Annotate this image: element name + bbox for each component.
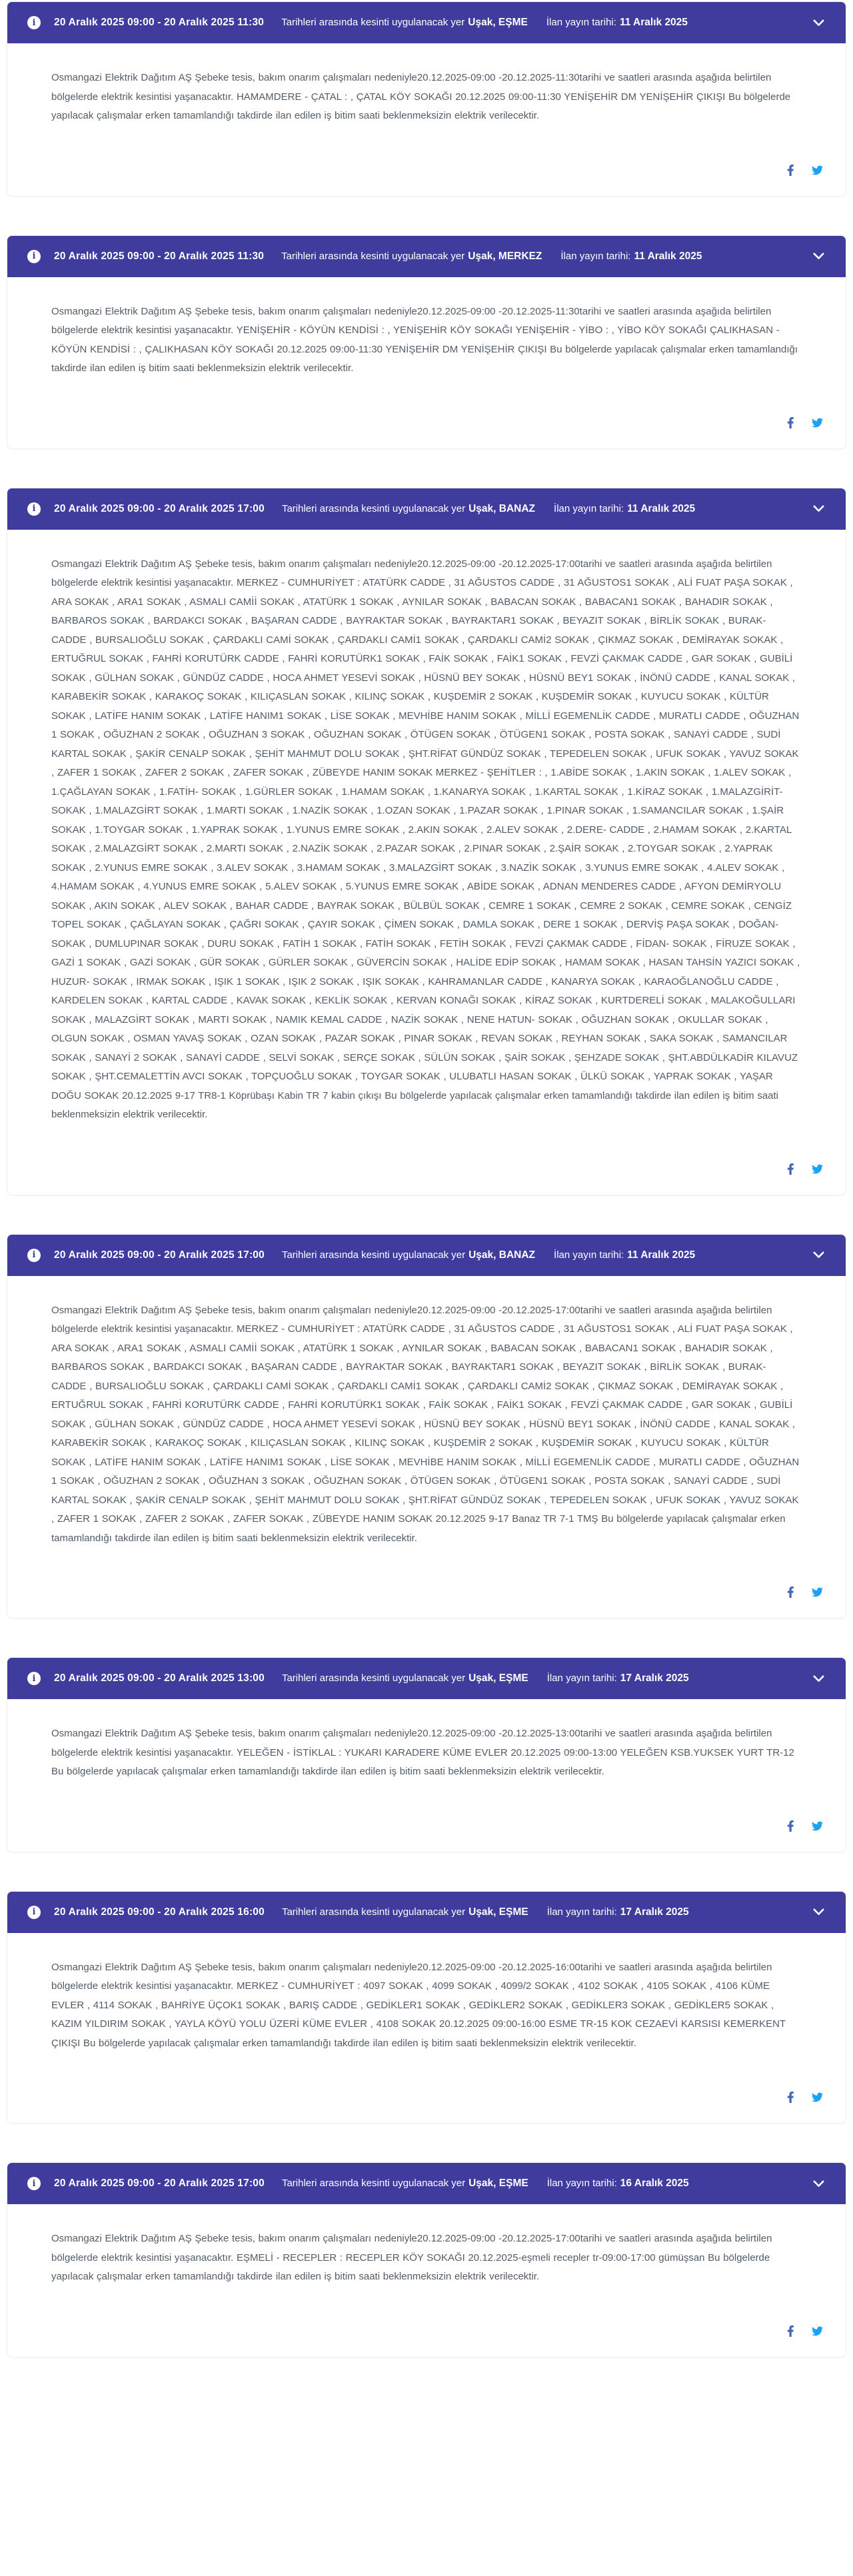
twitter-share-icon[interactable] [810, 165, 824, 176]
publish-date-label: İlan yayın tarihi: [546, 1906, 617, 1918]
share-row [7, 2287, 846, 2357]
outage-location-group [282, 1672, 528, 1684]
info-icon [27, 1249, 41, 1262]
outage-location: Uşak, BANAZ [468, 1249, 536, 1261]
chevron-down-icon[interactable] [811, 502, 826, 516]
outage-card-header[interactable] [7, 1235, 846, 1276]
info-icon-glyph: i [32, 17, 36, 28]
outage-location-label: Tarihleri arasında kesinti uygulanacak yer [281, 1249, 466, 1261]
publish-date-group [554, 1249, 695, 1261]
info-icon [27, 2177, 41, 2190]
info-icon [27, 1906, 41, 1919]
publish-date-label: İlan yayın tarihi: [554, 502, 624, 514]
facebook-share-icon[interactable] [787, 1587, 794, 1598]
outage-card [7, 2162, 846, 2357]
publish-date-label: İlan yayın tarihi: [560, 250, 631, 262]
outage-location: Uşak, MERKEZ [468, 250, 542, 262]
outage-location-label: Tarihleri arasında kesinti uygulanacak yer [281, 1906, 466, 1918]
outage-card-header[interactable] [7, 488, 846, 530]
outage-period: 20 Aralık 2025 09:00 - 20 Aralık 2025 16:00 [54, 1906, 265, 1918]
share-row [7, 2053, 846, 2123]
chevron-down-icon[interactable] [811, 1905, 826, 1920]
share-row [7, 1782, 846, 1852]
outage-location-label: Tarihleri arasında kesinti uygulanacak yer [281, 250, 465, 262]
outage-card-header[interactable] [7, 1892, 846, 1933]
share-row [7, 1548, 846, 1618]
outage-location-label: Tarihleri arasında kesinti uygulanacak yer [281, 2178, 466, 2189]
outage-location-label: Tarihleri arasında kesinti uygulanacak yer [281, 1672, 466, 1684]
publish-date-group [547, 1906, 689, 1918]
outage-period: 20 Aralık 2025 09:00 - 20 Aralık 2025 11:30 [54, 250, 265, 262]
outage-location: Uşak, EŞME [468, 17, 528, 28]
info-icon-glyph: i [32, 2178, 36, 2189]
facebook-share-icon[interactable] [787, 1163, 794, 1175]
outage-card [7, 1891, 846, 2124]
share-row [7, 1125, 846, 1195]
outage-card-header[interactable] [7, 2, 846, 43]
publish-date-label: İlan yayın tarihi: [546, 1672, 617, 1684]
twitter-share-icon[interactable] [810, 1163, 824, 1175]
chevron-down-icon[interactable] [811, 2176, 826, 2191]
info-icon-glyph: i [32, 1250, 36, 1260]
chevron-down-icon[interactable] [811, 15, 826, 30]
publish-date: 16 Aralık 2025 [620, 2178, 689, 2189]
outage-location-group [281, 251, 542, 263]
outage-description: Osmangazi Elektrik Dağıtım AŞ Şebeke tesis, bakım onarım çalışmaları nedeniyle20.12.2025-09:00 -20.12.2025-17:00tarihi ve saatleri arasında aşağıda belirtilen bölgelerde elektrik kesintisi yaşanacaktır. EŞMELİ - RECEPLER : RECEPLER KÖY SOKAĞI 20.12.2025-eşmeli recepler tr-09:00-17:00 gümüşsan Bu bölgelerde yapılacak çalışmalar erken tamamlandığı takdirde ilan edilen iş bitim saati beklenmeksizin elektrik verilecektir. [51, 2233, 772, 2282]
publish-date: 11 Aralık 2025 [619, 17, 688, 28]
publish-date: 17 Aralık 2025 [620, 1672, 689, 1684]
publish-date-group [547, 2178, 689, 2190]
publish-date-label: İlan yayın tarihi: [546, 17, 616, 28]
twitter-share-icon[interactable] [810, 1820, 824, 1832]
facebook-share-icon[interactable] [787, 417, 794, 428]
facebook-share-icon[interactable] [787, 2325, 794, 2337]
info-icon [27, 502, 41, 516]
info-icon-glyph: i [32, 1907, 36, 1917]
chevron-down-icon[interactable] [811, 1248, 826, 1263]
publish-date-group [546, 17, 688, 29]
publish-date: 11 Aralık 2025 [627, 502, 696, 514]
outage-location-group [282, 1249, 535, 1261]
share-row [7, 378, 846, 448]
publish-date: 11 Aralık 2025 [634, 250, 702, 262]
outage-location-group [282, 503, 535, 515]
outage-card-header[interactable] [7, 1658, 846, 1699]
outage-description: Osmangazi Elektrik Dağıtım AŞ Şebeke tesis, bakım onarım çalışmaları nedeniyle20.12.2025-09:00 -20.12.2025-11:30tarihi ve saatleri arasında aşağıda belirtilen bölgelerde elektrik kesintisi yaşanacaktır. HAMAMDERE - ÇATAL : , ÇATAL KÖY SOKAĞI 20.12.2025 09:00-11:30 YENİŞEHİR DM YENİŞEHİR ÇIKIŞI Bu bölgelerde yapılacak çalışmalar erken tamamlandığı takdirde ilan edilen iş bitim saati beklenmeksizin elektrik verilecektir. [51, 72, 791, 121]
chevron-down-icon[interactable] [811, 1671, 826, 1686]
outage-description: Osmangazi Elektrik Dağıtım AŞ Şebeke tesis, bakım onarım çalışmaları nedeniyle20.12.2025-09:00 -20.12.2025-17:00tarihi ve saatleri arasında aşağıda belirtilen bölgelerde elektrik kesintisi yaşanacaktır. MERKEZ - CUMHURİYET : ATATÜRK CADDE , 31 AĞUSTOS CADDE , 31 AĞUSTOS1 SOKAK , ALİ FUAT PAŞA SOKAK , ARA SOKAK , ARA1 SOKAK , ASMALI CAMİİ SOKAK , ATATÜRK 1 SOKAK , AYNILAR SOKAK , BABACAN SOKAK , BABACAN1 SOKAK , BAHADIR SOKAK , BARBAROS SOKAK , BARDAKCI SOKAK , BAŞARAN CADDE , BAYRAKTAR SOKAK , BAYRAKTAR1 SOKAK , BEYAZIT SOKAK , BİRLİK SOKAK , BURAK- CADDE , BURSALIOĞLU SOKAK , ÇARDAKLI CAMİ SOKAK , ÇARDAKLI CAMİ1 SOKAK , ÇARDAKLI CAMİ2 SOKAK , ÇIKMAZ SOKAK , DEMİRAYAK SOKAK , ERTUĞRUL SOKAK , FAHRİ KORUTÜRK CADDE , FAHRİ KORUTÜRK1 SOKAK , FAİK SOKAK , FAİK1 SOKAK , FEVZİ ÇAKMAK CADDE , GAR SOKAK , GUBİLİ SOKAK , GÜLHAN SOKAK , GÜNDÜZ CADDE , HOCA AHMET YESEVİ SOKAK , HÜSNÜ BEY SOKAK , HÜSNÜ BEY1 SOKAK , İNÖNÜ CADDE , KANAL SOKAK , KARABEKİR SOKAK , KARAKOÇ SOKAK , KILIÇASLAN SOKAK , KILINÇ SOKAK , KUŞDEMİR 2 SOKAK , KUŞDEMİR SOKAK , KUYUCU SOKAK , KÜLTÜR SOKAK , LATİFE HANIM SOKAK , LATİFE HANIM1 SOKAK , LİSE SOKAK , MEVHİBE HANIM SOKAK , MİLLİ EGEMENLİK CADDE , MURATLI CADDE , OĞUZHAN 1 SOKAK , OĞUZHAN 2 SOKAK , OĞUZHAN 3 SOKAK , OĞUZHAN SOKAK , ÖTÜGEN SOKAK , ÖTÜGEN1 SOKAK , POSTA SOKAK , SANAYİ CADDE , SUDİ KARTAL SOKAK , ŞAKİR CENALP SOKAK , ŞEHİT MAHMUT DOLU SOKAK , ŞHT.RİFAT GÜNDÜZ SOKAK , TEPEDELEN SOKAK , UFUK SOKAK , YAVUZ SOKAK , ZAFER 1 SOKAK , ZAFER 2 SOKAK , ZAFER SOKAK , ZÜBEYDE HANIM SOKAK MERKEZ - ŞEHİTLER : , 1.ABİDE SOKAK , 1.AKIN SOKAK , 1.ALEV SOKAK , 1.ÇAĞLAYAN SOKAK , 1.FATİH- SOKAK , 1.GÜRLER SOKAK , 1.HAMAM SOKAK , 1.KANARYA SOKAK , 1.KARTAL SOKAK , 1.KİRAZ SOKAK , 1.MALAZGİRİT- SOKAK , 1.MALAZGİRT SOKAK , 1.MARTI SOKAK , 1.NAZİK SOKAK , 1.OZAN SOKAK , 1.PAZAR SOKAK , 1.PINAR SOKAK , 1.SAMANCILAR SOKAK , 1.ŞAİR SOKAK , 1.TOYGAR SOKAK , 1.YAPRAK SOKAK , 1.YUNUS EMRE SOKAK , 2.AKIN SOKAK , 2.ALEV SOKAK , 2.DERE- CADDE , 2.HAMAM SOKAK , 2.KARTAL SOKAK , 2.MALAZGİRT SOKAK , 2.MARTI SOKAK , 2.NAZİK SOKAK , 2.PAZAR SOKAK , 2.PINAR SOKAK , 2.ŞAİR SOKAK , 2.TOYGAR SOKAK , 2.YAPRAK SOKAK , 2.YUNUS EMRE SOKAK , 3.ALEV SOKAK , 3.HAMAM SOKAK , 3.MALAZGİRT SOKAK , 3.NAZİK SOKAK , 3.YUNUS EMRE SOKAK , 4.ALEV SOKAK , 4.HAMAM SOKAK , 4.YUNUS EMRE SOKAK , 5.ALEV SOKAK , 5.YUNUS EMRE SOKAK , ABİDE SOKAK , ADNAN MENDERES CADDE , AFYON DEMİRYOLU SOKAK , AKIN SOKAK , ALEV SOKAK , BAHAR CADDE , BAYRAK SOKAK , BÜLBÜL SOKAK , CEMRE 1 SOKAK , CEMRE 2 SOKAK , CEMRE SOKAK , CENGİZ TOPEL SOKAK , ÇAĞLAYAN SOKAK , ÇAĞRI SOKAK , ÇAYIR SOKAK , ÇİMEN SOKAK , DAMLA SOKAK , DERE 1 SOKAK , DERVİŞ PAŞA SOKAK , DOĞAN- SOKAK , DUMLUPINAR SOKAK , DURU SOKAK , FATİH 1 SOKAK , FATİH SOKAK , FETİH SOKAK , FEVZİ ÇAKMAK CADDE , FİDAN- SOKAK , FİRUZE SOKAK , GAZİ 1 SOKAK , GAZİ SOKAK , GÜR SOKAK , GÜRLER SOKAK , GÜVERCİN SOKAK , HALİDE EDİP SOKAK , HAMAM SOKAK , HASAN TAHSİN YAZICI SOKAK , HUZUR- SOKAK , IRMAK SOKAK , IŞIK 1 SOKAK , IŞIK 2 SOKAK , IŞIK SOKAK , KAHRAMANLAR CADDE , KANARYA SOKAK , KARAOĞLANOĞLU CADDE , KARDELEN SOKAK , KARTAL CADDE , KAVAK SOKAK , KEKLİK SOKAK , KERVAN KONAĞI SOKAK , KİRAZ SOKAK , KURTDERELİ SOKAK , MALAKOĞULLARI SOKAK , MALAZGİRT SOKAK , MARTI SOKAK , NAMIK KEMAL CADDE , NAZİK SOKAK , NENE HATUN- SOKAK , OĞUZHAN SOKAK , OKULLAR SOKAK , OLGUN SOKAK , OSMAN YAVAŞ SOKAK , OZAN SOKAK , PAZAR SOKAK , PINAR SOKAK , REVAN SOKAK , REYHAN SOKAK , SAKA SOKAK , SAMANCILAR SOKAK , SANAYİ 2 SOKAK , SANAYİ CADDE , SELVİ SOKAK , SERÇE SOKAK , SÜLÜN SOKAK , ŞAİR SOKAK , ŞEHZADE SOKAK , ŞHT.ABDÜLKADİR KILAVUZ SOKAK , ŞHT.CEMALETTİN AVCI SOKAK , TOPÇUOĞLU SOKAK , TOYGAR SOKAK , ULUBATLI HASAN SOKAK , ÜLKÜ SOKAK , YAPRAK SOKAK , YAŞAR DOĞU SOKAK 20.12.2025 9-17 TR8-1 Köprübaşı Kabin TR 7 kabin çıkışı Bu bölgelerde yapılacak çalışmalar erken tamamlandığı takdirde ilan edilen iş bitim saati beklenmeksizin elektrik verilecektir. [51, 558, 800, 1120]
outage-location-label: Tarihleri arasında kesinti uygulanacak yer [281, 502, 466, 514]
outage-location: Uşak, EŞME [468, 1906, 528, 1918]
info-icon [27, 250, 41, 263]
info-icon [27, 16, 41, 29]
info-icon-glyph: i [32, 251, 36, 261]
publish-date-group [554, 503, 695, 515]
outage-description: Osmangazi Elektrik Dağıtım AŞ Şebeke tesis, bakım onarım çalışmaları nedeniyle20.12.2025-09:00 -20.12.2025-16:00tarihi ve saatleri arasında aşağıda belirtilen bölgelerde elektrik kesintisi yaşanacaktır. MERKEZ - CUMHURİYET : 4097 SOKAK , 4099 SOKAK , 4099/2 SOKAK , 4102 SOKAK , 4105 SOKAK , 4106 KÜME EVLER , 4114 SOKAK , BAHRİYE ÜÇOK1 SOKAK , BARIŞ CADDE , GEDİKLER1 SOKAK , GEDİKLER2 SOKAK , GEDİKLER3 SOKAK , GEDİKLER5 SOKAK , KAZIM YILDIRIM SOKAK , YAYLA KÖYÜ YOLU ÜZERİ KÜME EVLER , 4108 SOKAK 20.12.2025 09:00-16:00 ESME TR-15 KOK CEZAEVİ KARSISI KEMERKENT ÇIKIŞI Bu bölgelerde yapılacak çalışmalar erken tamamlandığı takdirde ilan edilen iş bitim saati beklenmeksizin elektrik verilecektir. [51, 1961, 786, 2049]
info-icon [27, 1672, 41, 1685]
publish-date-group [560, 251, 702, 263]
info-icon-glyph: i [32, 504, 36, 514]
outage-location: Uşak, EŞME [468, 1672, 528, 1684]
twitter-share-icon[interactable] [810, 2092, 824, 2103]
publish-date-label: İlan yayın tarihi: [546, 2178, 617, 2189]
facebook-share-icon[interactable] [787, 165, 794, 176]
twitter-share-icon[interactable] [810, 2325, 824, 2337]
outage-description: Osmangazi Elektrik Dağıtım AŞ Şebeke tesis, bakım onarım çalışmaları nedeniyle20.12.2025-09:00 -20.12.2025-17:00tarihi ve saatleri arasında aşağıda belirtilen bölgelerde elektrik kesintisi yaşanacaktır. MERKEZ - CUMHURİYET : ATATÜRK CADDE , 31 AĞUSTOS CADDE , 31 AĞUSTOS1 SOKAK , ALİ FUAT PAŞA SOKAK , ARA SOKAK , ARA1 SOKAK , ASMALI CAMİİ SOKAK , ATATÜRK 1 SOKAK , AYNILAR SOKAK , BABACAN SOKAK , BABACAN1 SOKAK , BAHADIR SOKAK , BARBAROS SOKAK , BARDAKCI SOKAK , BAŞARAN CADDE , BAYRAKTAR SOKAK , BAYRAKTAR1 SOKAK , BEYAZIT SOKAK , BİRLİK SOKAK , BURAK- CADDE , BURSALIOĞLU SOKAK , ÇARDAKLI CAMİ SOKAK , ÇARDAKLI CAMİ1 SOKAK , ÇARDAKLI CAMİ2 SOKAK , ÇIKMAZ SOKAK , DEMİRAYAK SOKAK , ERTUĞRUL SOKAK , FAHRİ KORUTÜRK CADDE , FAHRİ KORUTÜRK1 SOKAK , FAİK SOKAK , FAİK1 SOKAK , FEVZİ ÇAKMAK CADDE , GAR SOKAK , GUBİLİ SOKAK , GÜLHAN SOKAK , GÜNDÜZ CADDE , HOCA AHMET YESEVİ SOKAK , HÜSNÜ BEY SOKAK , HÜSNÜ BEY1 SOKAK , İNÖNÜ CADDE , KANAL SOKAK , KARABEKİR SOKAK , KARAKOÇ SOKAK , KILIÇASLAN SOKAK , KILINÇ SOKAK , KUŞDEMİR 2 SOKAK , KUŞDEMİR SOKAK , KUYUCU SOKAK , KÜLTÜR SOKAK , LATİFE HANIM SOKAK , LATİFE HANIM1 SOKAK , LİSE SOKAK , MEVHİBE HANIM SOKAK , MİLLİ EGEMENLİK CADDE , MURATLI CADDE , OĞUZHAN 1 SOKAK , OĞUZHAN 2 SOKAK , OĞUZHAN 3 SOKAK , OĞUZHAN SOKAK , ÖTÜGEN SOKAK , ÖTÜGEN1 SOKAK , POSTA SOKAK , SANAYİ CADDE , SUDİ KARTAL SOKAK , ŞAKİR CENALP SOKAK , ŞEHİT MAHMUT DOLU SOKAK , ŞHT.RİFAT GÜNDÜZ SOKAK , TEPEDELEN SOKAK , UFUK SOKAK , YAVUZ SOKAK , ZAFER 1 SOKAK , ZAFER 2 SOKAK , ZAFER SOKAK , ZÜBEYDE HANIM SOKAK 20.12.2025 9-17 Banaz TR 7-1 TMŞ Bu bölgelerde yapılacak çalışmalar erken tamamlandığı takdirde ilan edilen iş bitim saati beklenmeksizin elektrik verilecektir. [51, 1304, 800, 1544]
outage-period: 20 Aralık 2025 09:00 - 20 Aralık 2025 13:00 [54, 1672, 265, 1684]
outage-card [7, 235, 846, 449]
outage-location-group [282, 1906, 528, 1918]
facebook-share-icon[interactable] [787, 1820, 794, 1832]
outage-card [7, 488, 846, 1195]
outage-card [7, 1657, 846, 1852]
outage-card-header[interactable] [7, 236, 846, 277]
outage-period: 20 Aralık 2025 09:00 - 20 Aralık 2025 17:00 [54, 2178, 265, 2189]
share-row [7, 126, 846, 196]
chevron-down-icon[interactable] [811, 249, 826, 264]
info-icon-glyph: i [32, 1673, 36, 1684]
outage-card [7, 1234, 846, 1619]
publish-date-label: İlan yayın tarihi: [554, 1249, 624, 1261]
outage-location: Uşak, EŞME [468, 2178, 528, 2189]
outage-period: 20 Aralık 2025 09:00 - 20 Aralık 2025 11:30 [54, 17, 265, 28]
facebook-share-icon[interactable] [787, 2092, 794, 2103]
outage-location: Uşak, BANAZ [468, 502, 536, 514]
outage-location-group [282, 2178, 528, 2190]
twitter-share-icon[interactable] [810, 1587, 824, 1598]
outage-description: Osmangazi Elektrik Dağıtım AŞ Şebeke tesis, bakım onarım çalışmaları nedeniyle20.12.2025-09:00 -20.12.2025-11:30tarihi ve saatleri arasında aşağıda belirtilen bölgelerde elektrik kesintisi yaşanacaktır. YENİŞEHİR - KÖYÜN KENDİSİ : , YENİŞEHİR KÖY SOKAĞI YENİŞEHİR - YİBO : , YİBO KÖY SOKAĞI ÇALIKHASAN - KÖYÜN KENDİSİ : , ÇALIKHASAN KÖY SOKAĞI 20.12.2025 09:00-11:30 YENİŞEHİR DM YENİŞEHİR ÇIKIŞI Bu bölgelerde yapılacak çalışmalar erken tamamlandığı takdirde ilan edilen iş bitim saati beklenmeksizin elektrik verilecektir. [51, 305, 798, 374]
outage-period: 20 Aralık 2025 09:00 - 20 Aralık 2025 17:00 [54, 502, 265, 514]
outage-location-label: Tarihleri arasında kesinti uygulanacak yer [281, 17, 465, 28]
outage-card [7, 1, 846, 197]
publish-date: 17 Aralık 2025 [620, 1906, 689, 1918]
outage-location-group [281, 17, 528, 29]
outage-description: Osmangazi Elektrik Dağıtım AŞ Şebeke tesis, bakım onarım çalışmaları nedeniyle20.12.2025-09:00 -20.12.2025-13:00tarihi ve saatleri arasında aşağıda belirtilen bölgelerde elektrik kesintisi yaşanacaktır. YELEĞEN - İSTİKLAL : YUKARI KARADERE KÜME EVLER 20.12.2025 09:00-13:00 YELEĞEN KSB.YUKSEK YURT TR-12 Bu bölgelerde yapılacak çalışmalar erken tamamlandığı takdirde ilan edilen iş bitim saati beklenmeksizin elektrik verilecektir. [51, 1728, 794, 1777]
twitter-share-icon[interactable] [810, 417, 824, 428]
publish-date-group [547, 1672, 689, 1684]
outage-period: 20 Aralık 2025 09:00 - 20 Aralık 2025 17:00 [54, 1249, 265, 1261]
publish-date: 11 Aralık 2025 [627, 1249, 696, 1261]
outage-card-header[interactable] [7, 2163, 846, 2204]
